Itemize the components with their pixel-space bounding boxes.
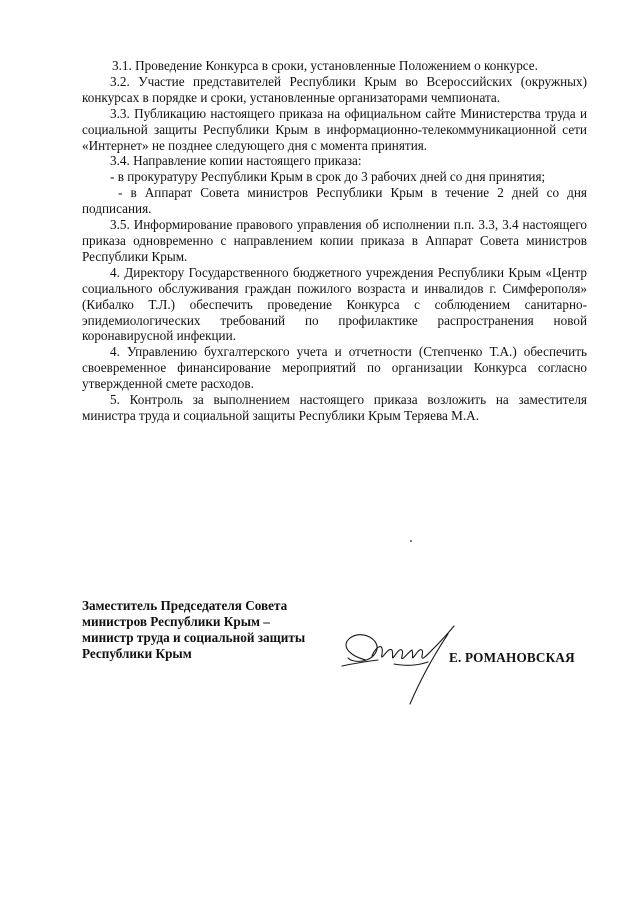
clause-4-director: 4. Директору Государственного бюджетного учреждения Республики Крым «Центр социального обслуживания граждан пожилого возраста и инвалидов г. Симферополя» (Кибалко Т.Л.) обеспечить проведение Конкурса с соблюдением санитарно-эпидемиологических требований по профилактике распространения новой коронавирусной инфекции. (82, 264, 587, 344)
clause-3-4: 3.4. Направление копии настоящего приказа: (110, 153, 362, 169)
clause-4-accounting: 4. Управлению бухгалтерского учета и отчетности (Степченко Т.А.) обеспечить своевременное финансирование мероприятий по организации Конкурса согласно утвержденной смете расходов. (82, 344, 587, 392)
order-body-text (82, 58, 587, 424)
stray-dot-mark (410, 540, 412, 542)
signer-name: Е. РОМАНОВСКАЯ (449, 650, 575, 665)
clause-3-4-item-prosecutor: - в прокуратуру Республики Крым в срок до 3 рабочих дней со дня принятия; (110, 169, 546, 185)
clause-3-3: 3.3. Публикацию настоящего приказа на официальном сайте Министерства труда и социальной защиты Республики Крым в информационно-телекоммуникационной сети «Интернет» не позднее следующего дня с момента принятия. (82, 105, 587, 153)
clause-3-2: 3.2. Участие представителей Республики Крым во Всероссийских (окружных) конкурсах в порядке и сроки, установленные организаторами чемпионата. (82, 73, 587, 105)
signer-position (82, 598, 352, 662)
signer-position-line: Заместитель Председателя Совета (82, 598, 288, 613)
signer-position-line: министр труда и социальной защиты (82, 630, 306, 645)
clause-5: 5. Контроль за выполнением настоящего приказа возложить на заместителя министра труда и социальной защиты Республики Крым Теряева М.А. (82, 392, 587, 423)
signer-position-line: Республики Крым (82, 646, 192, 661)
clause-3-5: 3.5. Информирование правового управления об исполнении п.п. 3.3, 3.4 настоящего приказа одновременно с направлением копии приказа в Аппарат Совета министров Республики Крым. (82, 217, 587, 264)
handwritten-signature (336, 616, 466, 708)
clause-3-4-item-council: - в Аппарат Совета министров Республики Крым в течение 2 дней со дня подписания. (82, 185, 587, 217)
clause-3-1: 3.1. Проведение Конкурса в сроки, установленные Положением о конкурсе. (112, 58, 538, 73)
signer-position-line: министров Республики Крым – (82, 614, 270, 629)
